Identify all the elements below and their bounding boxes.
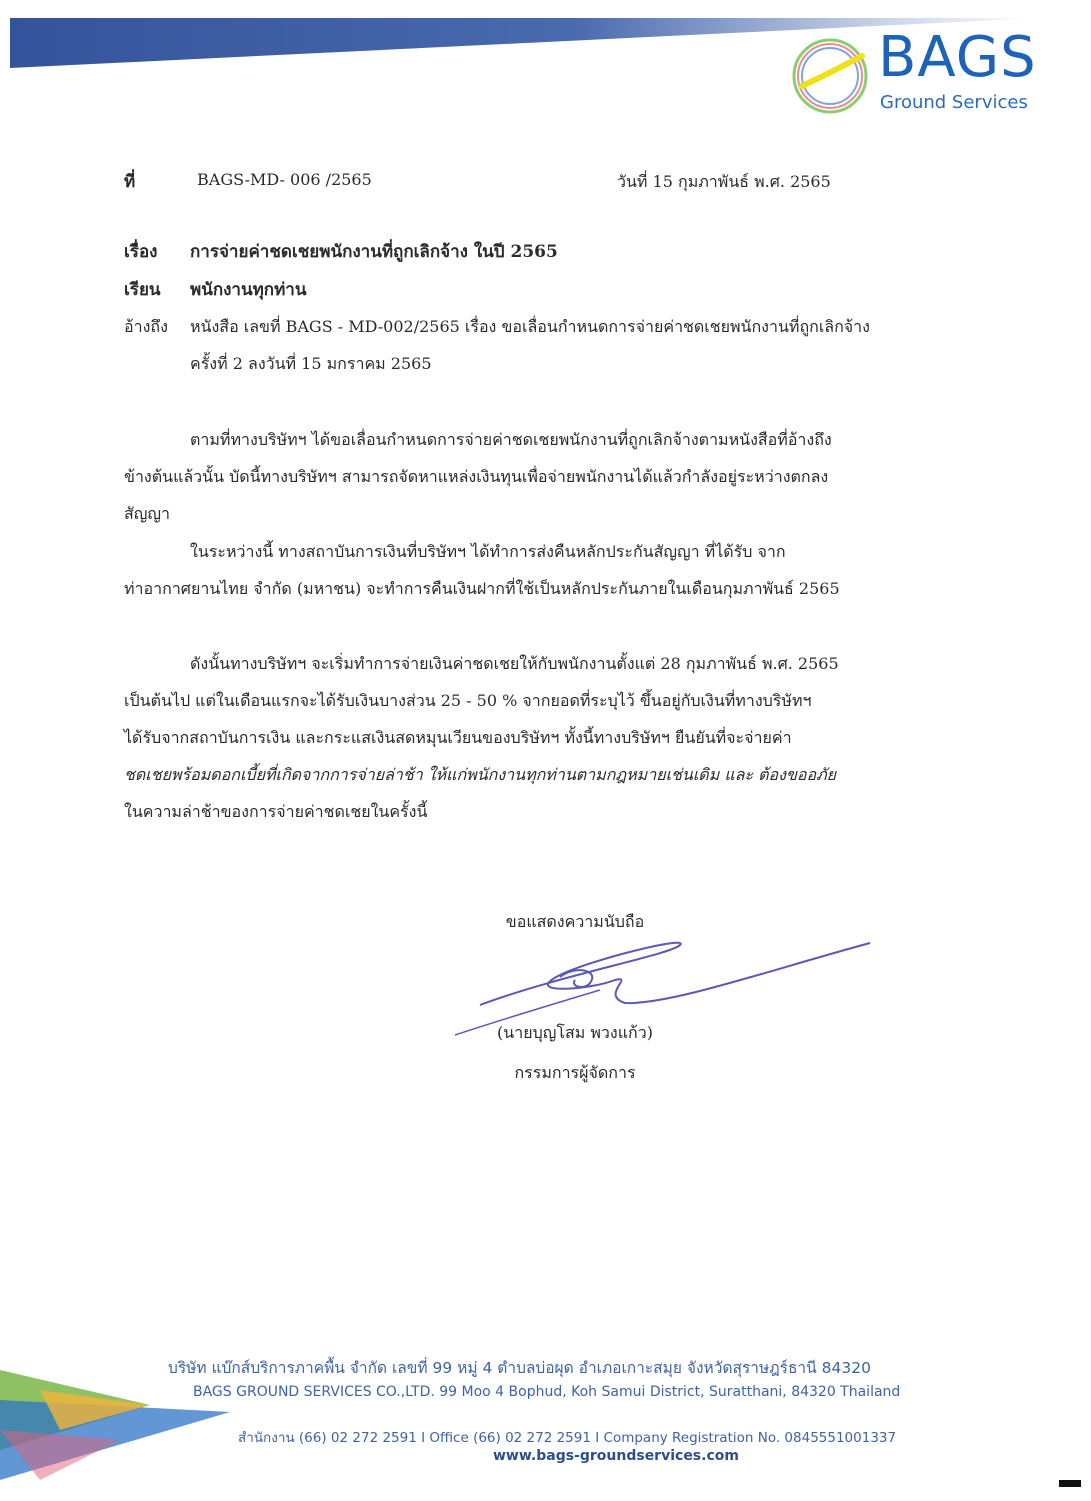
paragraph-3-line: ในความล่าช้าของการจ่ายค่าชดเชยในครั้งนี้	[124, 802, 428, 821]
paragraph-1-line: ตามที่ทางบริษัทฯ ได้ขอเลื่อนกำหนดการจ่ายค่าชดเชยพนักงานที่ถูกเลิกจ้างตามหนังสือที่อ้างถึง	[190, 430, 832, 449]
signatory-name: (นายบุญโสม พวงแก้ว)	[497, 1023, 653, 1042]
letter-date: วันที่ 15 กุมภาพันธ์ พ.ศ. 2565	[617, 172, 831, 191]
paragraph-1	[124, 421, 924, 532]
paragraph-2-line: ท่าอากาศยานไทย จำกัด (มหาชน) จะทำการคืนเงินฝากที่ใช้เป็นหลักประกันภายในเดือนกุมภาพันธ์ 2565	[124, 579, 840, 598]
recipient-label: เรียน	[124, 280, 161, 300]
reference-line-1: หนังสือ เลขที่ BAGS - MD-002/2565 เรื่อง ขอเลื่อนกำหนดการจ่ายค่าชดเชยพนักงานที่ถูกเลิกจ้าง	[190, 317, 870, 336]
paragraph-3	[124, 645, 924, 830]
paragraph-3-line: ได้รับจากสถาบันการเงิน และกระแสเงินสดหมุนเวียนของบริษัทฯ ทั้งนี้ทางบริษัทฯ ยืนยันที่จะจ่ายค่า	[124, 728, 792, 747]
brand-tagline: Ground Services	[880, 92, 1028, 113]
paragraph-1-line: ข้างต้นแล้วนั้น บัดนี้ทางบริษัทฯ สามารถจัดหาแหล่งเงินทุนเพื่อจ่ายพนักงานได้แล้วกำลังอยู่ระหว่างตกลง	[124, 467, 829, 486]
paragraph-3-line: เป็นต้นไป แต่ในเดือนแรกจะได้รับเงินบางส่วน 25 - 50 % จากยอดที่ระบุไว้ ขึ้นอยู่กับเงินที่ทางบริษัทฯ	[124, 691, 812, 710]
subject-label: เรื่อง	[124, 242, 158, 262]
footer-contact: สำนักงาน (66) 02 272 2591 I Office (66) 02 272 2591 I Company Registration No. 0845551001337	[238, 1430, 897, 1446]
reference-label: อ้างถึง	[124, 317, 168, 336]
footer-thai-address: บริษัท แบ๊กส์บริการภาคพื้น จำกัด เลขที่ 99 หมู่ 4 ตำบลบ่อผุด อำเภอเกาะสมุย จังหวัดสุราษฎร์ธานี 84320	[168, 1359, 871, 1377]
paragraph-3-line: ดังนั้นทางบริษัทฯ จะเริ่มทำการจ่ายเงินค่าชดเชยให้กับพนักงานตั้งแต่ 28 กุมภาพันธ์ พ.ศ. 2565	[190, 654, 839, 673]
footer-english-address: BAGS GROUND SERVICES CO.,LTD. 99 Moo 4 Bophud, Koh Samui District, Suratthani, 84320 Thailand	[193, 1384, 901, 1400]
brand-logo-icon	[788, 34, 872, 118]
paragraph-1-line: สัญญา	[124, 504, 171, 523]
signatory-position: กรรมการผู้จัดการ	[514, 1063, 636, 1082]
footer-website-link[interactable]: www.bags-groundservices.com	[493, 1448, 739, 1464]
corner-mark	[1059, 1480, 1081, 1487]
recipient-text: พนักงานทุกท่าน	[190, 280, 307, 300]
paragraph-2-line: ในระหว่างนี้ ทางสถาบันการเงินที่บริษัทฯ ได้ทำการส่งคืนหลักประกันสัญญา ที่ได้รับ จาก	[190, 542, 786, 561]
subject-text: การจ่ายค่าชดเชยพนักงานที่ถูกเลิกจ้าง ในปี 2565	[190, 242, 558, 262]
paragraph-2	[124, 533, 924, 607]
brand-name: BAGS	[878, 25, 1037, 90]
ref-number: BAGS-MD- 006 /2565	[197, 170, 372, 189]
closing-regards: ขอแสดงความนับถือ	[505, 912, 645, 931]
ref-number-label: ที่	[124, 172, 136, 192]
reference-line-2: ครั้งที่ 2 ลงวันที่ 15 มกราคม 2565	[190, 354, 432, 373]
paragraph-3-line: ชดเชยพร้อมดอกเบี้ยที่เกิดจากการจ่ายล่าช้า ให้แก่พนักงานทุกท่านตามกฎหมายเช่นเดิม และ ต้องขออภัย	[124, 765, 837, 784]
